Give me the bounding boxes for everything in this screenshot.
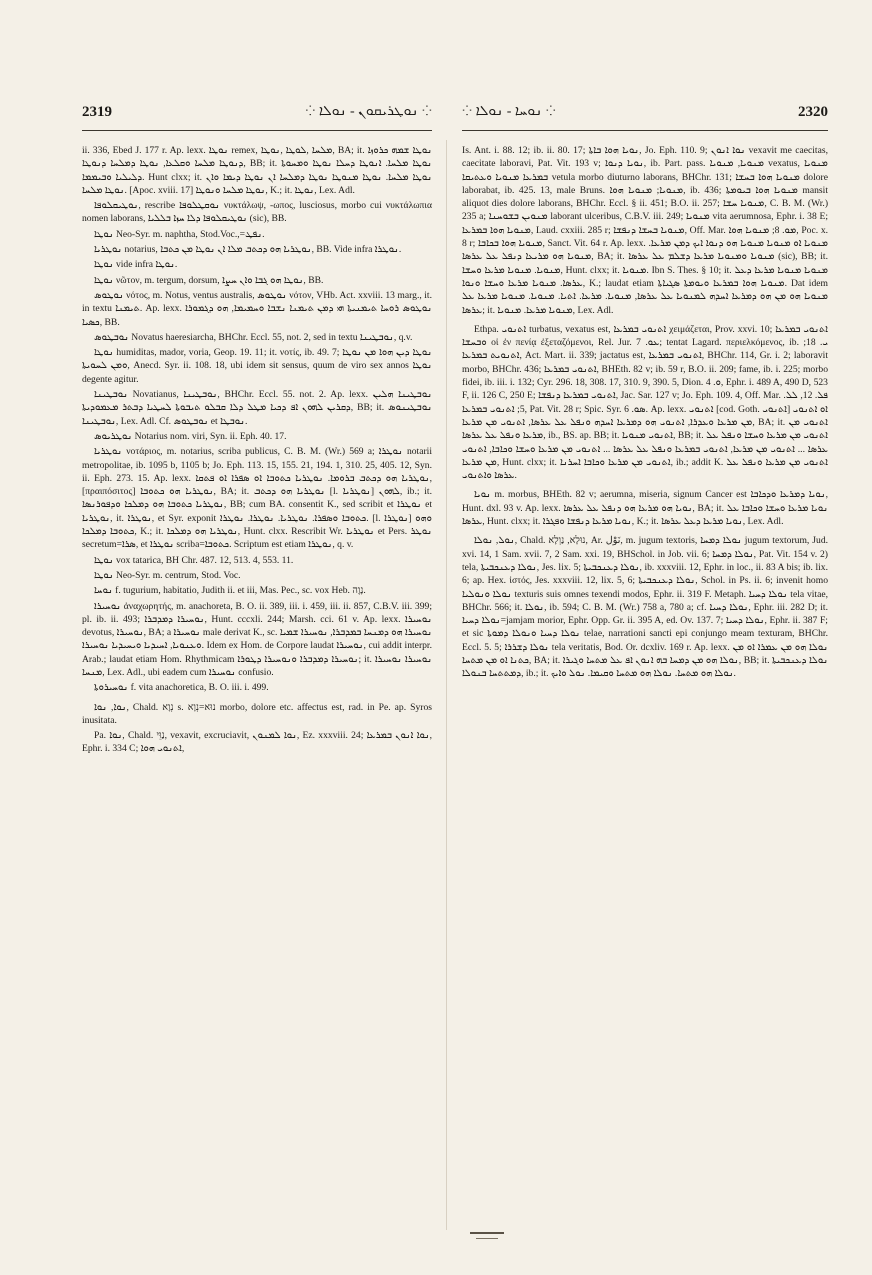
printer-mark — [470, 1232, 504, 1234]
dictionary-entry: ܢܘܛܐ Neo-Syr. m. naphtha, Stod.Voc.,=ܢܦܛ. — [94, 228, 265, 240]
dictionary-entry: ܢܘܒܛܘܣ Novatus haeresiarcha, BHChr. Eccl. 55, not. 2, sed in textu ܢܘܒܛܝܢܐ, q.v. — [94, 331, 413, 343]
left-page-number: 2319 — [82, 103, 112, 120]
left-column — [82, 144, 432, 1224]
column-separator — [446, 140, 447, 1230]
left-page-header — [82, 98, 432, 126]
dictionary-entry: Ethpa. ܐܬܢܘܝ turbatus, vexatus est, ܐܬܢܘܝ ܒܡܪܥܐ χειμάζεται, Prov. xxvi. 10; ܐܬܢܘܝ ܒܡܪܥܐ ܘܒܚܫܐ οἱ ἐν πενίᾳ ἐξεταζόμενοι, Rel. Jur. ܥܘ. 7; tentat Lagard. περιελκόμενος, ib. ܝ. 18; ܐܬܢܘܝܬ ܒܡܪܥܐ, Act. Mart. ii. 339; jactatus est, ܐܬܢܘܝ ܒܡܪܥܐ, BHChr. 114, Gr. i. 2; laboravit morbo, BHChr. 436; ܐܬܢܘܝ ܒܡܪܥܐ, BHEth. 82 v; ib. 59 r, B.O. ii. 209; fame, ib. i. 225; morbo fidei, ib. iii. i. 132; Cyr. 296. 18, 308. 17, 310. 9, 390. 5, Dion. ܘ. 4, Ephr. i. 489 A, 490 D, 523 F, ii. 126 C, 250 E; ܐܬܢܘܝ ܒܡܪܥܐ ܕܢܦܫܐ, Jac. Sar. 127 v; Jo. Eph. 109. 4, Off. Mar. ܦܠ. 12, ܠܠ. 5; ܐܬܢܘܝ ܒܡܪܥܐ, Pat. Vit. 28 r; Spic. Syr. ܣܘ. 6. Ap. lexx. ܐܬܢܘܝ [cod. Goth. ܐܬܢܘܝ] ܐܘ ܐܬܢܘܝ ܡܢ ܡܪܥܐ ܘܥܕܪܐ, ܐܬܢܘܝ ܗܘ ܕܡܪܥܐ ܐܚܕܗ ܘܢܦܠ ܥܠ ܥܪܣܐ, ܐܬܢܘܝ ܡܢ ܡܪܥܐ, BA; it. ܐܬܢܘܝ ܡܢ ܡܪܥܐ ܘܢܦܠ ܥܠ ܥܪܣܐ, ib., BS. ap. BB; it. ܐܬܢܘܝ ܡܢܘܝܐ, BB; it. ܐܬܢܘܝ ܡܢ ܡܪܥܐ ܘܚܫܐ ܘܢܦܠ ܥܠ ܥܪܣܐ ... ܐܬܢܘܝ ܡܢ ܡܪܥܐ, ܐܬܢܘܝ ܒܡܪܥܐ ܘܢܦܠ ܥܠ ܥܪܣܐ ... ܐܬܢܘܝ ܡܢ ܡܪܥܐ ܘܚܫܐ ܘܟܐܒܐ, ܐܬܢܘܝ ܡܢ ܡܪܥܐ, Hunt. clxx; it. ܐܬܢܘܝ ܡܢ ܡܪܥܐ ܘܟܐܒܐ ܐܚܪܢܐ, ib.; addit K. ܐܬܢܘܝ ܡܢ ܡܪܥܐ ܘܢܦܠ ܥܠ ܥܪܣܐ ܘܐܬܢܘܝ. — [462, 323, 828, 482]
dictionary-entry: ܢܘܐ, ܢܘܐ, Chald. נְוָא s. נוּא=נְוָא morbo, dolore etc. affectus est, rad. in Pe. ap. Syros inusitata. — [82, 701, 432, 726]
dictionary-entry: Is. Ant. i. 88. 12; ib. ii. 80. 17; ܢܘܝܐ ܗܘܐ ܒܐܬܐ, Jo. Eph. 110. 9; ܢܘܐ ܐܢܘܢ vexavit me caecitas, caecitate laboravi, Pat. Vit. 193 v; ܢܘܝܐ ܕܢܘܐ, ib. Part. pass. ܡܢܘܝܐ, ܡܢܘܝܐ vexatus, ܡܢܘܝܐ ܒܡܪܥܐ ܡܢܘܝܐ ܘܥܬܝܩܐ vetula morbo diuturno laborans, BHChr. 131; ܡܢܘܝܐ ܗܘܐ ܒܚܫܐ dolore laborabat, ib. 425. 13, male Bruns. ܡܢܘܝܐ; ܡܢܘܝܐ ܗܘܐ, ib. 436; ܡܢܘܝܐ ܗܘܐ ܒܝܘܡܬܐ mansit aliquot dies dolore laborans, BHChr. Eccl. § ii. 451; B.O. ii. 257; ܡܢܘܝܐ ܚܫܐ, C. B. M. (Wr.) 235 a; ܡܢܘܝܢ ܒܫܘܚܢܐ laborant ulceribus, C.B.V. iii. 249; ܡܢܘܝܐ vita aerumnosa, Ephr. i. 38 E; ܡܢܘܝܐ ܗܘܐ ܒܡܪܥܐ, Laud. cxxiii. 285 r; ܡܢܘܝܐ ܒܚܫܐ ܕܢܦܫܐ, Off. Mar. ܡܘ. 8; ܡܢܘܝܐ ܗܘܐ, Poc. x. 8 r; ܡܢܘܝܐ ܗܘܐ ܒܟܐܒܐ, Sanct. Vit. 64 r. Ap. lexx. ܡܢܘܝܐ ܐܘ ܡܢܘܝܐ ܡܢܘܝܐ ܗܘ ܕܢܘܐ ܐܝܟ ܕܡܢ ܡܪܥܐ. ܡܢܘܝܐ ܗܘ ܡܪܝܥܐ ܕܢܦܠ ܥܠ ܥܪܣܐ, BA; it. ܡܢܘܝܐ ܘܡܢܘܝܐ ܡܪܥܐ ܕܫܠܡ ܥܠ ܥܪܣܐ (sic), BB; it. ܡܢܘܝܐ. ܡܢܘܝܐ ܡܪܥܐ ܘܚܫܐ, Hunt. clxx; it. ܡܢܘܝܐ. Ibn S. Thes. § 10; it. ܡܢܘܝܐ ܡܢܘܝܐ ܡܪܥܐ ܕܥܠ ܥܪܣܐ. ܡܢܘܝܐ ܡܪܥܐ ܘܚܫܐ ܘܢܘܐ, K.; laudat etiam ܡܢܘܝܐ ܗܘܐ ܒܡܪܥܐ ܘܝܘܡܬܐ ܣܓܝܐܬܐ. Dat idem ܡܢܘܝܐ ܗܘ ܡܢ ܗܘ ܕܡܪܥܐ ܐܚܕܗ ܠܡܢܘܝܐ ܥܠ ܥܪܣܐ, ܡܢܘܝܐ. ܡܪܥܐ. ܐܬܝܐ. ܡܢܘܝܐ. ܡܢܘܝܐ ܡܪܥܐ ܥܠ ܥܪܣܐ; it. ܡܢܘܝܐ ܡܪܥܐ. ܡܢܘܝܐ, Lex. Adl. — [462, 145, 828, 316]
dictionary-entry: ܢܘܚܐ f. tugurium, habitatio, Judith ii. et iii, Mas. Pec., sc. vox Heb. נָוֶה. — [94, 585, 366, 597]
right-page-number: 2320 — [798, 103, 828, 120]
dictionary-entry: ܢܘܛܐ νῶτον, m. tergum, dorsum, ܢܘܛܐ ܗܘ ܓܒܐ ܘܐܢ ܚܨܐ, BB. — [94, 274, 324, 286]
dictionary-entry: ii. 336, Ebed J. 177 r. Ap. lexx. ܢܘܛܐ remex, ܡܠܚܐ ,ܠܘܛܐ ,ܢܘܛܐ, BA; it. ܢܘܛܐ ܫܡܗ ܟܪܘܙܐ ܕܢܘܛܐ ܡܠܚܐ ܘܩܠܥܐ, ܢܘܛܐ ܕܡܠܚܐ ܕܢܘܛܐ, BB; it. ܢܘܛܐ ܡܠܚܐ. ܐܢܘܛܐ ܕܚܠܐ ܢܘܛܐ ܘܡܚܘܬܐ ܕܠܝܠܝܐ ܘܒܝܡܡܐ. Hunt clxx; it. ܢܘܛܐ ܡܠܚܐ. ܢܘܛܐ ܡܢܘܛܐ ܢܘܛܐ ܕܡܠܚܐ ܐܢ ܢܘܛܐ ܕܝܡܐ ܘܐܢ ܢܘܛܐ ܡܠܚܐ. [Apoc. xviii. 17] ܢܘܛܐ ܡܠܚܐ ܘܢܘܛܐ, K.; it. ܢܘܛܐ, Lex. Adl. — [82, 145, 432, 196]
dictionary-entry: ܢܘܛܐ vide infra ܢܘܛܐ. — [94, 259, 178, 271]
dictionary-entry: ܢܘܛܪܝܐ νοτάριος, m. notarius, scriba publicus, C. B. M. (Wr.) 569 a; ܢܘܛܪܐ notarii metropolitae, ib. 1095 b, 1105 b; Jo. Eph. 113. 15, 155. 21, 194. 1, 310. 25, 405. 12, Syn. ii. Eph. 273. 15. Ap. lexx. ܢܘܛܪܝܐ ܗܘ ܕܟܬܒ ܒܪܘܡܐ. ܢܘܛܪܝܐ ܟܬܘܒܐ ܐܘ ܣܦܪܐ ܐܘ ܦܬܩܐ, [πραιπόσιτος] ܢܘܛܪܝܐ ܗܘ ܟܬܘܒܐ, BA; it. ܢܘܛܪܝܐ ܗܘ ܕܟܬܒ [l. ܢܘܛܪܝܐ] ܠܗܘܢ, ib.; it. ܢܘܛܪܝܐ ܟܬܘܒܐ ܗܘ ܕܡܠܟܐ ܘܕܦܘܪܢܣܐ, BB; cum BA. consentit K., sed scribit et ܢܘܛܪܐ et ܢܘܛܪܝܐ, it. ܢܘܛܪܐ, et Syr. exponit ܟܬܘܒܐ ܘܣܦܪܐ. ܢܘܛܪܝܐ. ܢܘܛܪܐ. ܢܘܛܪܐ. [l. ܢܘܛܪܐ] ܘܗܘ ܟܬܘܒܐ ܕܡܠܟܐ, K.; it. ܢܘܛܪܝܐ ܗܘ ܕܡܠܟܐ, Hunt. clxx. Rescribit Wr. ܢܘܛܪܝܐ et Pers. ܢܘܛܪ secretum=ܣܪܐ, et ܢܘܛܪܐ scriba=ܟܬܘܒܐ. Scriptum est etiam ܢܘܛܪܐ, q. v. — [82, 446, 432, 551]
left-running-title: ⁘ ܢܘܛܪܝܩܘܢ - ܢܘܠܐ ⁘ — [305, 104, 432, 119]
dictionary-entry: ܢܘܛܝܩܠܘܦܐ, rescribe ܢܘܩܛܠܘܦܐ νυκτάλωψ, -ωπος, lusciosus, morbo cui νυκτάλωπια nomen laborans, ܢܘܛܝܩܠܘܦܐ ܕܠܐ ܚܙܐ ܒܠܠܝܐ (sic), BB. — [82, 200, 432, 225]
right-column — [462, 144, 828, 1224]
dictionary-entry: ܢܘܠ, ܢܘܠܐ, Chald. נוּלָא, נַוְלָא, Ar. نَوْل, m. jugum textoris, ܢܘܠܐ ܕܡܚܐ jugum textorum, Jud. xvi. 14, 1 Sam. xvii. 7, 2 Sam. xxi. 19, BHSchol. in Job. vii. 6; ܢܘܠܐ ܕܡܚܐ, Pat. Vit. 154 v. 2) tela, ܢܘܠܐ ܕܥܢܟܒܝܬܐ, Jes. lix. 5; ܢܘܠܐ ܕܥܢܟܒܝܬܐ, ib. xxxviii. 12, Ephr. in loc., ii. 83 A bis; ib. lix. 6; ap. Hex. ἱστός, Jes. xxxviii. 12, lix. 5, 6; ܢܘܠܐ ܕܥܢܟܒܝܬܐ, Schol. in Ps. ii. 6; invenit homo ܢܘܠܐ ܘܢܘܠܝܐ texturis suis omnes texendi modos, Ephr. ii. 319 F. Metaph. ܢܘܠܐ ܕܚܝܐ tela vitae, BHChr. 566; it. ܢܘܠܐ, ib. 594; C. B. M. (Wr.) 758 a, 780 a; cf. ܢܘܠܐ ܕܚܝܐ, Ephr. iii. 282 D; it. ܢܘܠܐ ܕܚܝܐ=jamjam morior, Ephr. Opp. Gr. ii. 395 A, ed. Ov. 137. 7; ܢܘܠܐ ܕܚܝܐ, Ephr. ii. 387 F; et sic ܢܘܠܐ ܕܚܝܐ ܘܢܘܠܐ ܕܡܘܬܐ telae, narrationi sancti epi conjungo meam texturam, BHChr. Eccl. 5. 5; ܢܘܠܐ ܕܫܪܪܐ tela veritatis, Bod. Or. dcxliv. 169 r. Ap. lexx. ܢܘܠܐ ܗܘ ܡܢ ܥܡܪܐ ܐܘ ܡܢ ܟܬܢܐ ܐܘ ܡܢ ܡܬܚܐ, BA; it. ܢܘܠܐ ܗܘ ܡܢ ܕܡܚܐ ܒܗ ܐܢܘܢ ܐܦ ܥܠ ܡܬܚܐ ܘܓܝܪܐ, BB; it. ܢܘܠܐ ܕܥܢܟܒܝܬܐ ܕܡܬܬܚܐ ܒܢܘܠܐ, ib.; it. ܢܘܠܐ ܗܘ ܡܬܚܐ. ܢܘܠܐ ܗܘ ܡܬܚܐ ܘܩܝܡܐ. ܢܘܠ ܘܐܝܟ. — [462, 535, 828, 680]
dictionary-entry: ܢܘܛܐ Neo-Syr. m. centrum, Stod. Voc. — [94, 569, 241, 581]
dictionary-entry: ܢܘܛܐ humiditas, mador, voria, Geop. 19. 11; it. νοτίς, ib. 49. 7; ܢܘܛܐ ܕܝܢ ܗܘܐ ܡܢ ܢܘܛܐ ܘܡܢ ܠܚܘܝܬܐ, Anecd. Syr. ii. 108. 18, ubi idem sit sensus, quum de viro sex annos ܢܘܛܐ degente agitur. — [82, 347, 432, 385]
dictionary-entry: ܢܘܚܝܪܐ ἀναχωρητής, m. anachoreta, B. O. ii. 389, iii. i. 459, iii. ii. 857, C.B.V. iii. 399; pl. ib. ii. 493; ܢܘܚܝܪܐ ܕܡܕܒܪܐ, Hunt. cccxli. 244; Marsh. cci. 61 v. Ap. lexx. ܢܘܚܝܪܐ devotus, ܢܘܚܝܪܐ, BA; a ܢܘܚܝܪܐ male derivat K., sc. ܢܘܚܝܪܐ ܗܘ ܕܡܢܚܐ ܒܡܕܒܪܐ, ܢܘܚܝܪܐ ܫܡܝܐ ܘܥܢܘܝܐ, ܐܚܝܕܝܐ ܘܝܚܝܕܝܐ ܢܘܚܝܪܐ. Idem ex Hom. de Corpore laudat ܢܘܚܝܪܐ, cui addit interpr. Arab.; laudat etiam Hom. Rhythmicam ܢܘܚܝܪܐ ܕܡܕܒܪܐ ܘܢܘܚܝܪܐ ܕܛܘܪܐ; it. ܢܘܚܝܪܐ ܢܘܚܝܪܐ ܡܢܚܐ, Lex. Adl., ubi eadem cum ܢܘܚܝܪܐ confusio. — [82, 600, 432, 678]
printer-mark-underline — [476, 1238, 498, 1239]
dictionary-entry: ܢܘܚܝܪܘܬܐ f. vita anachoretica, B. O. iii. i. 499. — [94, 682, 269, 694]
left-header-rule — [82, 130, 432, 131]
dictionary-entry: ܢܘܛܪܝܐ notarius, ܢܘܛܪܝܐ ܗܘ ܕܟܬܒ ܡܠܐ ܐܢ ܢܘܛܐ ܡܢ ܟܬܒܐ, BB. Vide infra ܢܘܛܪܐ. — [94, 244, 402, 256]
right-running-title: ⁘ ܢܘܚܐ - ܢܘܠܐ ⁘ — [462, 104, 556, 119]
dictionary-entry: ܢܘܒܛܝܢܐ Novatianus, ܢܘܒܛܝܢܐ, BHChr. Eccl. 55. not. 2. Ap. lexx. ܢܘܒܛܝܢܐ ܗܠܝܢ ܕܩܪܝܢ ܠܗܘܢ ܐܦ ܕܟܝܐ ܡܛܠ ܕܠܐ ܩܒܠܘ ܬܝܒܘܬܐ ܠܚܛܝܐ ܕܒܬܪ ܡܥܡܘܕܝܬܐ, BB; it. ܢܘܒܛܝܢܘܣ ܢܘܒܛܝܢܐ, Lex. Adl. Cf. ܢܘܒܛܘܣ et ܢܘܒܛܐ. — [82, 389, 432, 427]
dictionary-entry: ܢܘܛܐ vox tatarica, BH Chr. 487. 12, 513. 4, 553. 11. — [94, 554, 294, 566]
dictionary-entry: ܢܘܛܘܣ νότος, m. Notus, ventus australis, ܢܘܛܘܣ νότον, VHb. Act. xxviii. 13 marg., it. in textu ܬܝܡܢܐ. Ap. lexx. ܢܘܛܘܣ ܪܘܚܐ ܬܝܡܢܝܬܐ ܗܝ ܕܡܢ ܬܝܡܢܐ ܢܫܒܐ ܘܚܡܝܡܐ, ܗܘ ܕܓܡܘܪܐ ܟܣܝܐ, BB. — [82, 289, 432, 328]
dictionary-entry: Pa. ܢܘܐ, Chald. נַוֵּי, vexavit, excruciavit, ܢܘܐ ܠܡܢܘܢ, Ez. xxxviii. 24; ܢܘܐ ܐܢܘܢ ܒܡܪܥܐ, Ephr. i. 334 C; ܐܬܢܘܝ ܗܘܐ, — [82, 730, 432, 755]
right-header-rule — [462, 130, 828, 131]
right-page-header — [462, 98, 828, 126]
dictionary-entry: ܢܘܛܪܝܘܣ Notarius nom. viri, Syn. ii. Eph. 40. 17. — [94, 430, 287, 442]
dictionary-entry: ܢܘܝܐ m. morbus, BHEth. 82 v; aerumna, miseria, signum Cancer est ܢܘܝܐ ܕܡܪܥܐ ܘܕܟܐܒܐ, Hunt. dxl. 93 v. Ap. lexx. ܢܘܝܐ ܗܘ ܡܪܥܐ ܗܘ ܕܢܦܠ ܥܠ ܥܪܣܐ, BA; it. ܢܘܝܐ ܡܪܥܐ ܘܚܫܐ ܘܟܐܒܐ ܥܠ ܥܪܣܐ, Hunt. clxx; it. ܢܘܝܐ ܡܪܥܐ ܕܢܦܫܐ ܘܦܓܪܐ, K.; it. ܢܘܝܐ ܡܪܥܐ ܕܥܠ ܥܪܣܐ, Lex. Adl. — [462, 489, 828, 528]
